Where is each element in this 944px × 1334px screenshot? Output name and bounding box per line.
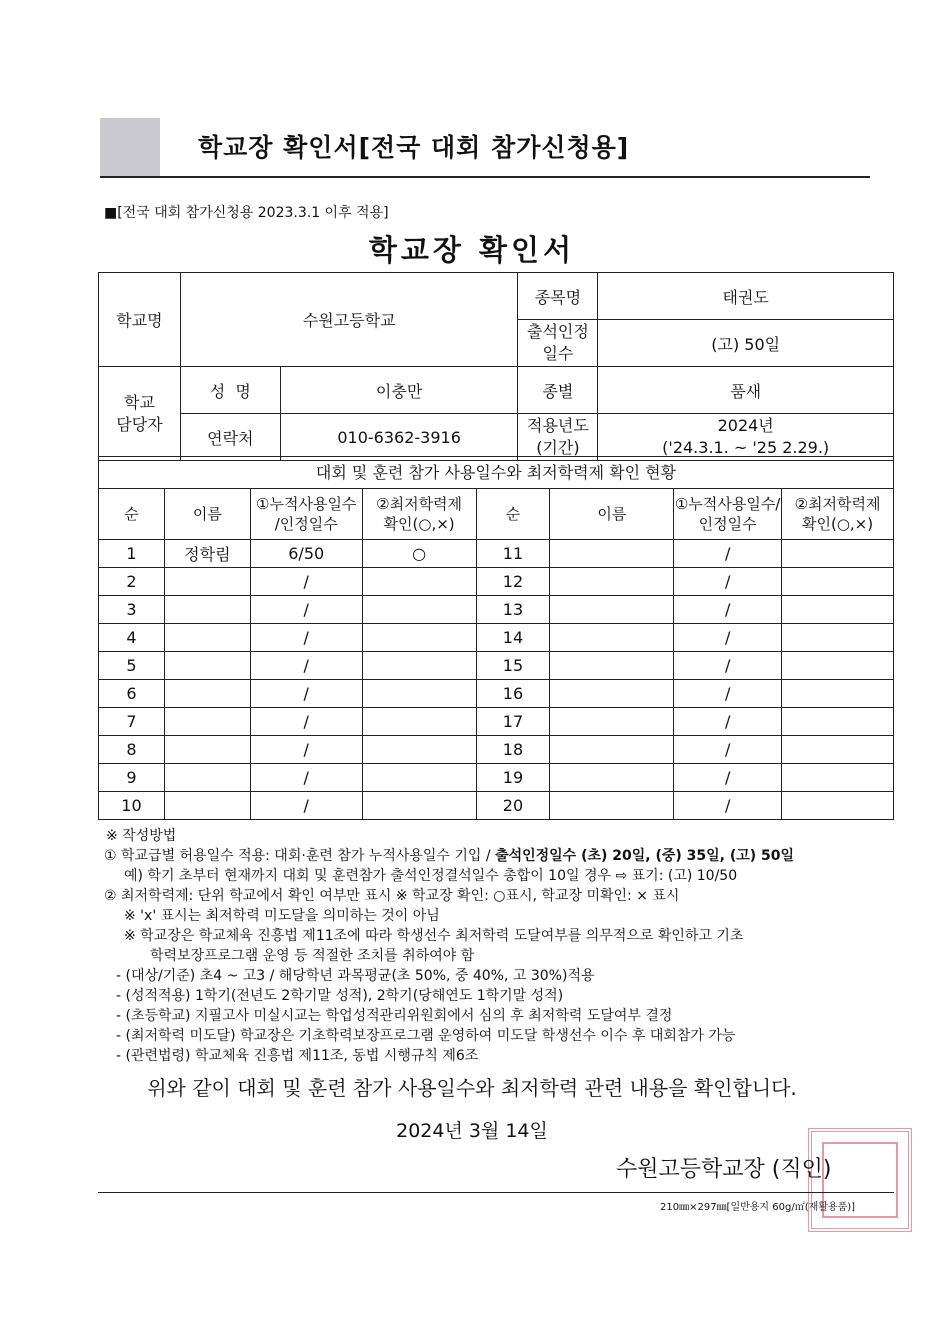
cell-no: 9 — [99, 764, 165, 792]
table-row — [99, 736, 894, 764]
cell-no: 1 — [99, 540, 165, 568]
cell-days2: / — [674, 764, 782, 792]
cell-no2: 20 — [476, 792, 550, 820]
cell-no: 10 — [99, 792, 165, 820]
header-underline — [100, 176, 870, 178]
school-label: 학교명 — [99, 273, 181, 367]
cell-days2: / — [674, 540, 782, 568]
cell-check2 — [782, 764, 894, 792]
detail-2: - (성적적용) 1학기(전년도 2학기말 성적), 2학기(당해연도 1학기말 성적) — [116, 988, 564, 1004]
cell-days: / — [250, 652, 362, 680]
cell-check2 — [782, 596, 894, 624]
cell-no: 8 — [99, 736, 165, 764]
instructions — [104, 826, 904, 1066]
cell-check2 — [782, 652, 894, 680]
cell-name2 — [550, 568, 674, 596]
note-1-bold: 출석인정일수 (초) 20일, (중) 35일, (고) 50일 — [495, 848, 795, 864]
principal-signature: 수원고등학교장 (직인) — [616, 1157, 832, 1182]
note-2: ② 최저학력제: 단위 학교에서 확인 여부만 표시 ※ 학교장 확인: ○표시, 학교장 미확인: × 표시 — [104, 888, 680, 904]
cell-days2: / — [674, 680, 782, 708]
attendance-label: 출석인정 일수 — [518, 320, 598, 367]
year-label: 적용년도 (기간) — [518, 414, 598, 461]
cell-check — [362, 736, 476, 764]
cell-no: 3 — [99, 596, 165, 624]
detail-5: - (관련법령) 학교체육 진흥법 제11조, 동법 시행규칙 제6조 — [116, 1048, 479, 1064]
note-1-example: 예) 학기 초부터 현재까지 대회 및 훈련참가 출석인정결석일수 총합이 10일 경우 ⇨ 표기: (고) 10/50 — [124, 868, 738, 884]
cell-check2 — [782, 568, 894, 596]
cell-name — [164, 792, 250, 820]
cell-no: 6 — [99, 680, 165, 708]
cell-name — [164, 652, 250, 680]
cell-name2 — [550, 708, 674, 736]
cell-check — [362, 652, 476, 680]
cell-name: 정학림 — [164, 540, 250, 568]
cell-days: / — [250, 568, 362, 596]
cell-days2: / — [674, 736, 782, 764]
cell-name — [164, 680, 250, 708]
cell-name — [164, 764, 250, 792]
note-2-a: ※ 'x' 표시는 최저학력 미도달을 의미하는 것이 아님 — [124, 908, 440, 924]
cell-no: 4 — [99, 624, 165, 652]
cell-check2 — [782, 792, 894, 820]
detail-4: - (최저학력 미도달) 학교장은 기초학력보장프로그램 운영하여 미도달 학생선수 이수 후 대회참가 가능 — [116, 1028, 736, 1044]
cell-name2 — [550, 736, 674, 764]
cell-name — [164, 624, 250, 652]
cell-days: / — [250, 792, 362, 820]
manager-label: 학교 담당자 — [99, 367, 181, 461]
table-row — [99, 568, 894, 596]
cell-name2 — [550, 596, 674, 624]
cell-days: / — [250, 680, 362, 708]
table-row — [99, 596, 894, 624]
cell-name — [164, 708, 250, 736]
table-row — [99, 764, 894, 792]
cell-days: / — [250, 624, 362, 652]
cell-no2: 19 — [476, 764, 550, 792]
event-label: 종목명 — [518, 273, 598, 320]
cell-no2: 18 — [476, 736, 550, 764]
participant-table — [98, 488, 894, 820]
table-row — [99, 540, 894, 568]
note-1-text: ① 학교급별 허용일수 적용: 대회·훈련 참가 누적사용일수 기입 / — [104, 848, 496, 864]
note-1 — [104, 846, 904, 866]
col-days2-header: ①누적사용일수/ 인정일수 — [674, 489, 782, 540]
paper-spec: 210㎜×297㎜[일반용지 60g/㎡(재활용품)] — [660, 1202, 856, 1213]
detail-1: - (대상/기준) 초4 ~ 고3 / 해당학년 과목평균(초 50%, 중 40%, 고 30%)적용 — [116, 968, 595, 984]
cell-no2: 17 — [476, 708, 550, 736]
cell-check2 — [782, 708, 894, 736]
cell-name2 — [550, 624, 674, 652]
contact-label: 연락처 — [180, 414, 280, 461]
attendance-value: (고) 50일 — [598, 320, 894, 367]
cell-name2 — [550, 652, 674, 680]
event-value: 태권도 — [598, 273, 894, 320]
cell-name — [164, 596, 250, 624]
col-name2-header: 이름 — [550, 489, 674, 540]
info-table — [98, 272, 894, 461]
cell-days: 6/50 — [250, 540, 362, 568]
bottom-divider — [98, 1192, 894, 1193]
cell-check — [362, 792, 476, 820]
participant-rows — [99, 540, 894, 820]
cell-no2: 16 — [476, 680, 550, 708]
notes-heading: ※ 작성방법 — [106, 828, 177, 844]
table-row — [99, 708, 894, 736]
cell-days2: / — [674, 792, 782, 820]
cell-days2: / — [674, 708, 782, 736]
table-row — [99, 652, 894, 680]
cell-no: 5 — [99, 652, 165, 680]
name-label: 성 명 — [180, 367, 280, 414]
section-title: 대회 및 훈련 참가 사용일수와 최저학력제 확인 현황 — [98, 456, 894, 488]
note-2-c: 학력보장프로그램 운영 등 적절한 조치를 취하여야 함 — [150, 948, 475, 964]
document-header — [100, 118, 870, 178]
cell-check — [362, 568, 476, 596]
cell-no2: 13 — [476, 596, 550, 624]
cell-days2: / — [674, 568, 782, 596]
cell-no: 7 — [99, 708, 165, 736]
cell-name2 — [550, 764, 674, 792]
cell-check2 — [782, 736, 894, 764]
cell-check — [362, 680, 476, 708]
issue-date: 2024년 3월 14일 — [396, 1120, 548, 1142]
cell-check: ○ — [362, 540, 476, 568]
cell-check — [362, 708, 476, 736]
col-no2-header: 순 — [476, 489, 550, 540]
table-row — [99, 680, 894, 708]
note-2-b: ※ 학교장은 학교체육 진흥법 제11조에 따라 학생선수 최저학력 도달여부를 의무적으로 확인하고 기초 — [124, 928, 744, 944]
cell-days: / — [250, 708, 362, 736]
type-label: 종별 — [518, 367, 598, 414]
col-check-header: ②최저학력제 확인(○,×) — [362, 489, 476, 540]
header-title: 학교장 확인서[전국 대회 참가신청용] — [198, 133, 630, 162]
cell-days: / — [250, 764, 362, 792]
contact-value: 010-6362-3916 — [280, 414, 518, 461]
cell-check — [362, 764, 476, 792]
col-no-header: 순 — [99, 489, 165, 540]
cell-name2 — [550, 680, 674, 708]
cell-days2: / — [674, 596, 782, 624]
cell-no: 2 — [99, 568, 165, 596]
cell-name — [164, 736, 250, 764]
cell-name2 — [550, 792, 674, 820]
main-title: 학교장 확인서 — [368, 233, 576, 267]
form-note: ■[전국 대회 참가신청용 2023.3.1 이후 적용] — [104, 205, 389, 221]
cell-name — [164, 568, 250, 596]
cell-days2: / — [674, 624, 782, 652]
col-days-header: ①누적사용일수 /인정일수 — [250, 489, 362, 540]
cell-no2: 12 — [476, 568, 550, 596]
table-row — [99, 624, 894, 652]
cell-check2 — [782, 540, 894, 568]
header-grey-block — [100, 118, 160, 176]
cell-check — [362, 624, 476, 652]
cell-days: / — [250, 596, 362, 624]
type-value: 품새 — [598, 367, 894, 414]
col-check2-header: ②최저학력제 확인(○,×) — [782, 489, 894, 540]
confirmation-statement: 위와 같이 대회 및 훈련 참가 사용일수와 최저학력 관련 내용을 확인합니다. — [147, 1076, 797, 1100]
name-value: 이충만 — [280, 367, 518, 414]
detail-3: - (초등학교) 지필고사 미실시교는 학업성적관리위원회에서 심의 후 최저학력 도달여부 결정 — [116, 1008, 673, 1024]
cell-check2 — [782, 624, 894, 652]
cell-check2 — [782, 680, 894, 708]
cell-no2: 14 — [476, 624, 550, 652]
cell-no2: 11 — [476, 540, 550, 568]
cell-check — [362, 596, 476, 624]
school-value: 수원고등학교 — [180, 273, 518, 367]
cell-name2 — [550, 540, 674, 568]
year-value: 2024년 ('24.3.1. ~ '25 2.29.) — [598, 414, 894, 461]
cell-days: / — [250, 736, 362, 764]
col-name-header: 이름 — [164, 489, 250, 540]
table-row — [99, 792, 894, 820]
cell-days2: / — [674, 652, 782, 680]
cell-no2: 15 — [476, 652, 550, 680]
